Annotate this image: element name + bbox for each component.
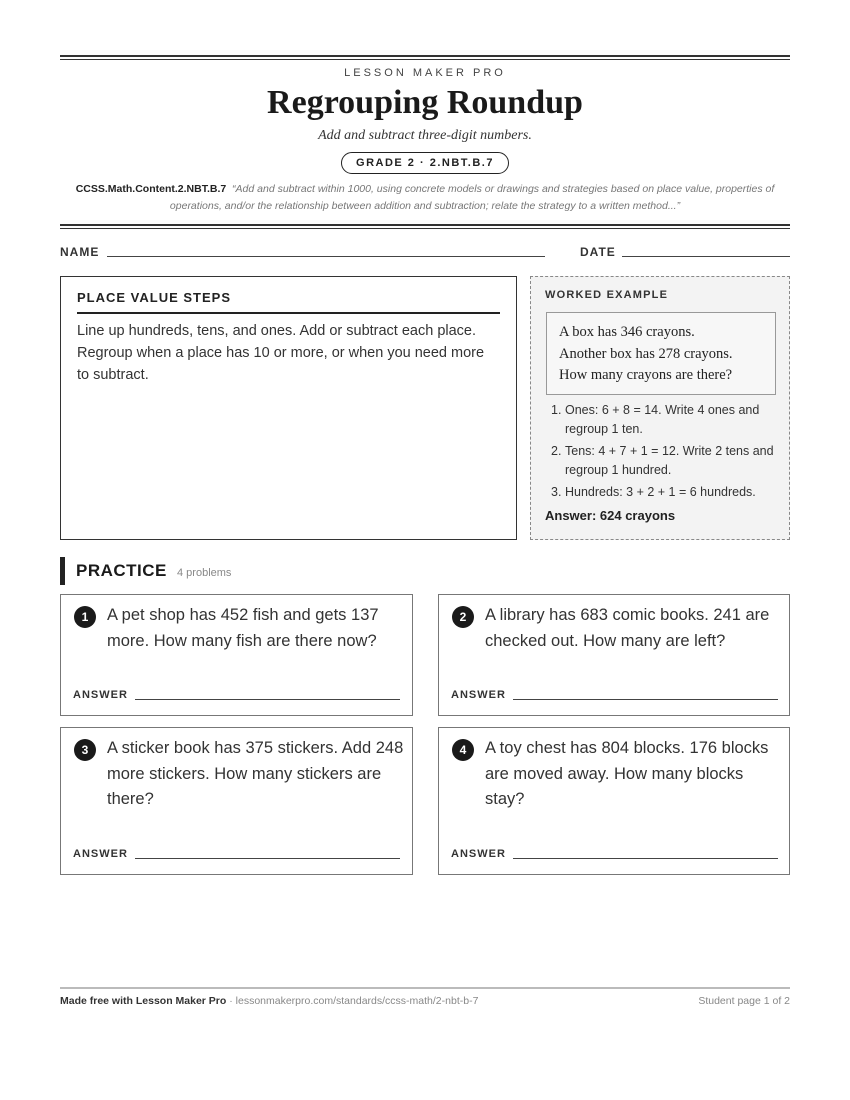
standard-text: “Add and subtract within 1000, using concrete models or drawings and strategies based on place value, properties of operations, and/or the relationship between addition and subtraction; relate the strategy to a written method...” (169, 183, 775, 212)
name-date-row (60, 244, 790, 262)
step-text: Hundreds: 3 + 2 + 1 = 6 hundreds. (565, 485, 756, 499)
problem-text: A sticker book has 375 stickers. Add 248 more stickers. How many stickers are there? (107, 739, 404, 808)
problem-card-4 (438, 727, 790, 875)
problem-card-2 (438, 594, 790, 716)
answer-label: ANSWER (73, 689, 128, 701)
problem-number-badge: 4 (452, 739, 474, 761)
worked-example-heading: WORKED EXAMPLE (545, 289, 669, 301)
worked-example-steps (551, 401, 783, 505)
step-number: 2. (551, 444, 562, 458)
problem-line: How many crayons are there? (559, 367, 733, 383)
step-text: Tens: 4 + 7 + 1 = 12. Write 2 tens and regroup 1 hundred. (565, 444, 774, 477)
problem-text: A library has 683 comic books. 241 are checked out. How many are left? (485, 606, 770, 650)
date-field[interactable] (622, 256, 790, 257)
worked-example-answer: Answer: 624 crayons (545, 508, 676, 523)
problem-number-badge: 2 (452, 606, 474, 628)
footer-rule (60, 987, 790, 989)
standard-code: CCSS.Math.Content.2.NBT.B.7 (75, 183, 227, 195)
answer-label: ANSWER (73, 848, 128, 860)
problem-line: Another box has 278 crayons. (559, 345, 733, 362)
worked-example-step (551, 401, 783, 439)
practice-heading: PRACTICE (76, 561, 167, 580)
worked-example-step (551, 483, 783, 502)
answer-label: ANSWER (451, 848, 506, 860)
answer-field[interactable] (513, 858, 778, 859)
answer-field[interactable] (513, 699, 778, 700)
answer-field[interactable] (135, 699, 400, 700)
worked-example-problem (546, 312, 776, 395)
problem-text: A toy chest has 804 blocks. 176 blocks are moved away. How many blocks stay? (485, 739, 769, 808)
footer-url-link[interactable]: · lessonmakerpro.com/standards/ccss-math/2-nbt-b-7 (226, 995, 479, 1007)
footer-credit (60, 995, 478, 1007)
grade-badge: GRADE 2 · 2.NBT.B.7 (341, 152, 509, 174)
grade-badge-wrap (60, 152, 790, 174)
practice-count: 4 problems (177, 567, 232, 579)
footer-page-number: Student page 1 of 2 (698, 995, 790, 1007)
page-title: Regrouping Roundup (267, 84, 583, 121)
problem-card-3 (60, 727, 413, 875)
answer-field[interactable] (135, 858, 400, 859)
name-field[interactable] (107, 256, 545, 257)
place-value-steps-box (60, 276, 517, 540)
footer-made-with: Made free with Lesson Maker Pro (60, 995, 227, 1007)
practice-accent-bar (60, 557, 65, 585)
name-label: NAME (60, 245, 100, 259)
step-text: Ones: 6 + 8 = 14. Write 4 ones and regroup 1 ten. (565, 403, 760, 436)
page-subtitle: Add and subtract three-digit numbers. (318, 128, 532, 143)
worksheet-page (60, 0, 790, 1100)
worked-example-step (551, 442, 783, 480)
step-number: 3. (551, 485, 562, 499)
steps-text: Line up hundreds, tens, and ones. Add or subtract each place. Regroup when a place has 10 or more, or when you need more to subtract. (77, 323, 485, 383)
problem-number-badge: 3 (74, 739, 96, 761)
problem-number-badge: 1 (74, 606, 96, 628)
header-top-rule (60, 55, 790, 60)
answer-label: ANSWER (451, 689, 506, 701)
problem-line: A box has 346 crayons. (559, 324, 695, 340)
date-label: DATE (580, 245, 616, 259)
problem-text: A pet shop has 452 fish and gets 137 more. How many fish are there now? (107, 606, 379, 650)
worked-example-box (530, 276, 790, 540)
problem-card-1 (60, 594, 413, 716)
brand-label: LESSON MAKER PRO (344, 67, 506, 79)
steps-heading: PLACE VALUE STEPS (77, 290, 232, 305)
step-number: 1. (551, 403, 562, 417)
standard-description (70, 181, 780, 215)
steps-divider (77, 312, 500, 314)
header-bottom-rule (60, 224, 790, 229)
